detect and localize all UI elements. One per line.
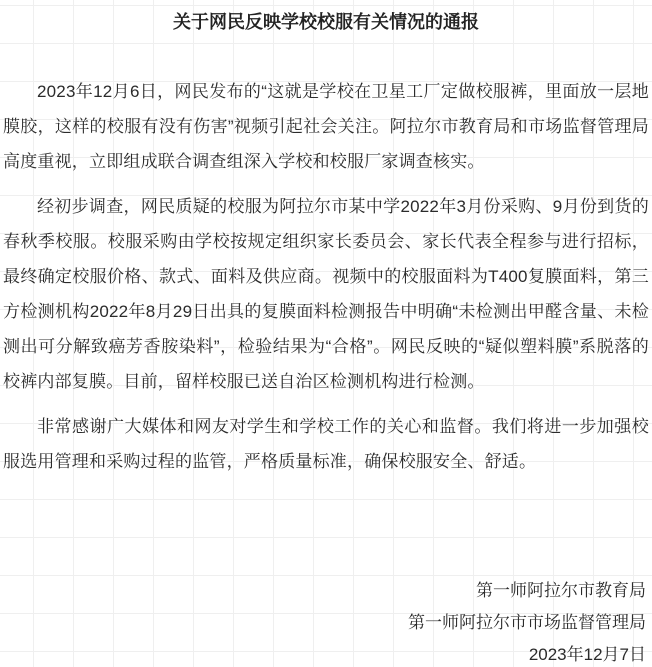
notice-title: 关于网民反映学校校服有关情况的通报 [173, 12, 479, 32]
signature-agency-2: 第一师阿拉尔市市场监督管理局 [408, 613, 646, 632]
signature-date: 2023年12月7日 [528, 645, 646, 664]
notice-paragraph: 非常感谢广大媒体和网友对学生和学校工作的关心和监督。我们将进一步加强校服选用管理和采购过程的监管，严格质量标准，确保校服安全、舒适。 [3, 417, 649, 471]
signature-agency-1: 第一师阿拉尔市教育局 [476, 581, 646, 600]
notice-paragraph: 经初步调查，网民质疑的校服为阿拉尔市某中学2022年3月份采购、9月份到货的春秋季校服。校服采购由学校按规定组织家长委员会、家长代表全程参与进行招标，最终确定校服价格、款式、面料及供应商。视频中的校服面料为T400复膜面料，第三方检测机构2022年8月29日出具的复膜面料检测报告中明确“未检测出甲醛含量、未检测出可分解致癌芳香胺染料”，检验结果为“合格”。网民反映的“疑似塑料膜”系脱落的校裤内部复膜。目前，留样校服已送自治区检测机构进行检测。 [3, 197, 649, 391]
notice-paragraph: 2023年12月6日，网民发布的“这就是学校在卫星工厂定做校服裤，里面放一层地膜胶，这样的校服有没有伤害”视频引起社会关注。阿拉尔市教育局和市场监督管理局高度重视，立即组成联合调查组深入学校和校服厂家调查核实。 [3, 82, 649, 171]
signature-block [3, 575, 649, 667]
